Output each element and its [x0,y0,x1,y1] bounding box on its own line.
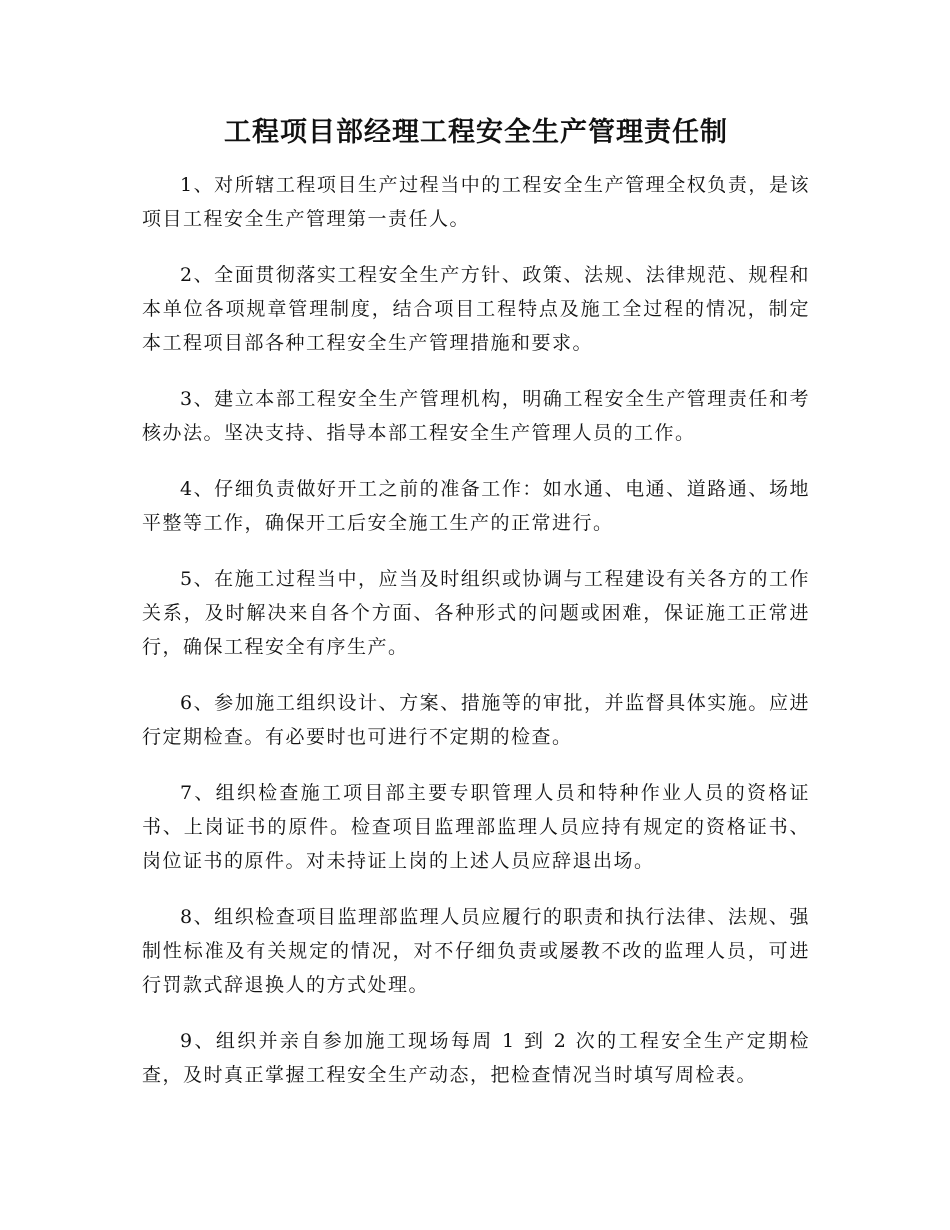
paragraph-7: 7、组织检查施工项目部主要专职管理人员和特种作业人员的资格证书、上岗证书的原件。检查项目监理部监理人员应持有规定的资格证书、岗位证书的原件。对未持证上岗的上述人员应辞退出场。 [142,782,810,872]
paragraph-3: 3、建立本部工程安全生产管理机构，明确工程安全生产管理责任和考核办法。坚决支持、指导本部工程安全生产管理人员的工作。 [142,388,810,444]
paragraph-8: 8、组织检查项目监理部监理人员应履行的职责和执行法律、法规、强制性标准及有关规定的情况，对不仔细负责或屡教不改的监理人员，可进行罚款式辞退换人的方式处理。 [142,906,810,996]
paragraph-1: 1、对所辖工程项目生产过程当中的工程安全生产管理全权负责，是该项目工程安全生产管理第一责任人。 [142,174,810,230]
paragraph-4: 4、仔细负责做好开工之前的准备工作：如水通、电通、道路通、场地平整等工作，确保开工后安全施工生产的正常进行。 [142,478,810,534]
document-title: 工程项目部经理工程安全生产管理责任制 [224,117,728,148]
document-page [142,0,810,1092]
paragraph-6: 6、参加施工组织设计、方案、措施等的审批，并监督具体实施。应进行定期检查。有必要时也可进行不定期的检查。 [142,692,810,748]
paragraph-5: 5、在施工过程当中，应当及时组织或协调与工程建设有关各方的工作关系，及时解决来自各个方面、各种形式的问题或困难，保证施工正常进行，确保工程安全有序生产。 [142,568,810,658]
paragraph-2: 2、全面贯彻落实工程安全生产方针、政策、法规、法律规范、规程和本单位各项规章管理制度，结合项目工程特点及施工全过程的情况，制定本工程项目部各种工程安全生产管理措施和要求。 [142,264,810,354]
paragraph-9: 9、组织并亲自参加施工现场每周 1 到 2 次的工程安全生产定期检查，及时真正掌握工程安全生产动态，把检查情况当时填写周检表。 [142,1030,810,1086]
